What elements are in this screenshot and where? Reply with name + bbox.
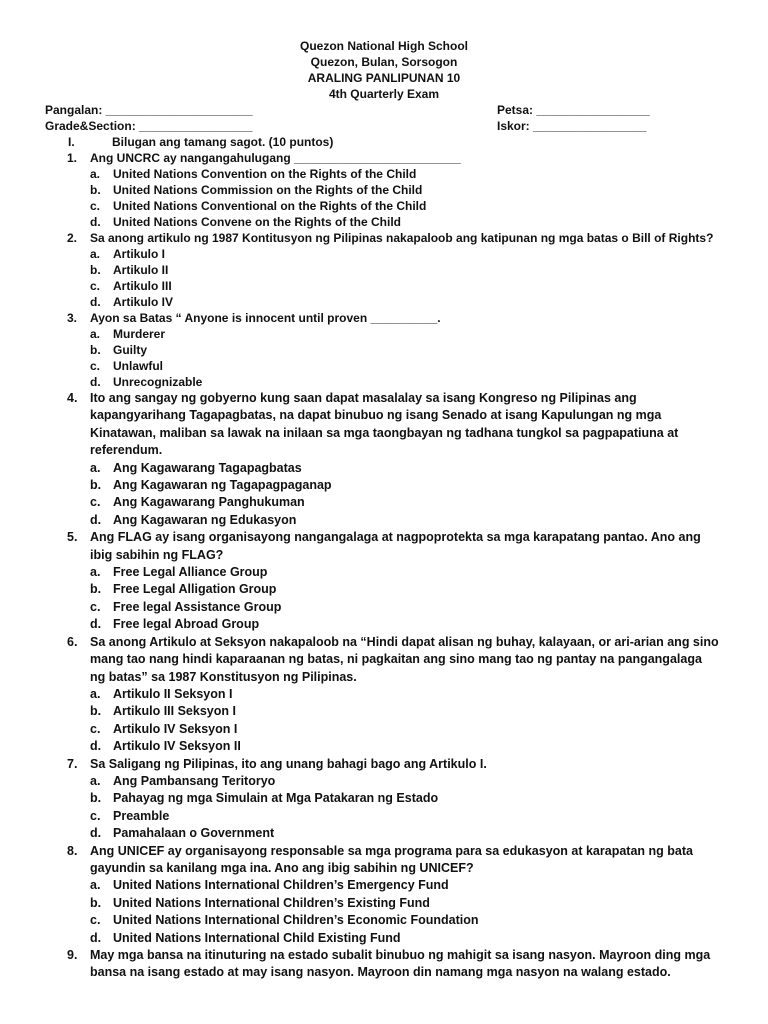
option-letter: a.	[90, 247, 101, 261]
answer-option	[0, 278, 768, 294]
subject-title: ARALING PANLIPUNAN 10	[307, 71, 461, 85]
option-text: Free legal Assistance Group	[113, 599, 282, 614]
answer-option	[0, 773, 768, 790]
question-item	[0, 310, 768, 390]
option-letter: b.	[90, 183, 101, 197]
option-text: United Nations International Children’s Economic Foundation	[113, 913, 479, 928]
option-letter: c.	[90, 721, 101, 736]
option-text: Free legal Abroad Group	[113, 617, 260, 632]
option-text: Artikulo II	[113, 263, 169, 277]
option-letter: b.	[90, 478, 102, 493]
option-letter: d.	[90, 215, 101, 229]
answer-option	[0, 246, 768, 262]
option-letter: c.	[90, 279, 101, 293]
answer-option	[0, 599, 768, 616]
answer-option	[0, 912, 768, 929]
name-field: Pangalan: ______________________	[45, 103, 253, 117]
question-text	[0, 230, 720, 246]
question-text	[0, 947, 720, 982]
answer-option	[0, 512, 768, 529]
exam-header	[0, 38, 768, 102]
answer-option	[0, 738, 768, 755]
question-prompt: Ayon sa Batas “ Anyone is innocent until proven __________.	[90, 311, 441, 325]
question-text	[0, 634, 720, 686]
answer-option	[0, 374, 768, 390]
question-prompt: May mga bansa na itinuturing na estado subalit binubuo ng mahigit sa isang nasyon. Mayroon ding mga bansa na isang estado at may isang nasyon. Mayroon din namang mga nasyon na walang estado.	[90, 948, 711, 980]
answer-option	[0, 477, 768, 494]
option-letter: a.	[90, 460, 101, 475]
question-prompt: Ang UNICEF ay organisayong responsable sa mga programa para sa edukasyon at karapatan ng bata gayundin sa kanilang mga ina. Ano ang ibig sabihin ng UNICEF?	[90, 843, 693, 875]
answer-option	[0, 342, 768, 358]
student-info-right	[497, 102, 650, 134]
answer-option	[0, 790, 768, 807]
section-heading	[68, 135, 333, 149]
answer-option	[0, 460, 768, 477]
question-prompt: Ang FLAG ay isang organisayong nangangalaga at nagpoprotekta sa mga karapatang pantao. Ano ang ibig sabihin ng FLAG?	[90, 530, 701, 562]
question-item	[0, 150, 768, 230]
option-text: Artikulo III	[113, 279, 172, 293]
option-text: United Nations Conventional on the Rights of the Child	[113, 199, 427, 213]
option-letter: a.	[90, 327, 101, 341]
answer-option	[0, 326, 768, 342]
answer-option	[0, 877, 768, 894]
question-number: 9.	[67, 948, 78, 962]
option-text: United Nations International Children’s Emergency Fund	[113, 878, 449, 893]
option-letter: c.	[90, 599, 101, 614]
answer-option	[0, 262, 768, 278]
section-numeral: I.	[68, 135, 75, 149]
option-letter: b.	[90, 582, 102, 597]
option-text: Artikulo IV Seksyon I	[113, 721, 238, 736]
option-letter: b.	[90, 263, 101, 277]
answer-option	[0, 182, 768, 198]
option-letter: a.	[90, 686, 101, 701]
option-text: United Nations Convene on the Rights of the Child	[113, 215, 401, 229]
answer-option	[0, 564, 768, 581]
question-text	[0, 390, 720, 460]
question-item	[0, 529, 768, 633]
option-text: Pamahalaan o Government	[113, 826, 275, 841]
option-text: Murderer	[113, 327, 166, 341]
answer-option	[0, 581, 768, 598]
option-letter: a.	[90, 167, 101, 181]
option-letter: b.	[90, 704, 102, 719]
option-letter: d.	[90, 295, 101, 309]
option-text: Artikulo IV Seksyon II	[113, 739, 241, 754]
question-item	[0, 756, 768, 843]
option-letter: a.	[90, 773, 101, 788]
question-number: 1.	[67, 151, 78, 165]
option-text: Ang Kagawaran ng Tagapagpaganap	[113, 478, 332, 493]
option-text: United Nations Convention on the Rights of the Child	[113, 167, 417, 181]
school-name: Quezon National High School	[300, 39, 468, 53]
question-number: 5.	[67, 530, 78, 545]
option-letter: b.	[90, 895, 102, 910]
score-field: Iskor: _________________	[497, 119, 647, 133]
option-letter: c.	[90, 199, 101, 213]
section-instruction: Bilugan ang tamang sagot. (10 puntos)	[112, 135, 334, 149]
option-text: United Nations Commission on the Rights of the Child	[113, 183, 423, 197]
option-letter: a.	[90, 565, 101, 580]
question-item	[0, 634, 768, 756]
answer-option	[0, 358, 768, 374]
answer-option	[0, 895, 768, 912]
question-text	[0, 529, 720, 564]
answer-option	[0, 616, 768, 633]
question-number: 6.	[67, 634, 78, 649]
answer-option	[0, 494, 768, 511]
grade-section-field: Grade&Section: _________________	[45, 119, 253, 133]
option-letter: a.	[90, 878, 101, 893]
answer-option	[0, 825, 768, 842]
question-text	[0, 843, 720, 878]
option-text: Unrecognizable	[113, 375, 203, 389]
option-text: Free Legal Alliance Group	[113, 565, 268, 580]
option-text: Ang Kagawaran ng Edukasyon	[113, 512, 297, 527]
question-prompt: Ang UNCRC ay nangangahulugang _________________________	[90, 151, 461, 165]
option-letter: d.	[90, 826, 102, 841]
question-number: 4.	[67, 391, 78, 405]
question-block-lower	[0, 390, 768, 982]
answer-option	[0, 214, 768, 230]
option-letter: d.	[90, 739, 102, 754]
answer-option	[0, 686, 768, 703]
answer-option	[0, 198, 768, 214]
exam-title: 4th Quarterly Exam	[328, 87, 440, 101]
option-text: Guilty	[113, 343, 148, 357]
option-text: Artikulo IV	[113, 295, 174, 309]
question-number: 2.	[67, 231, 78, 245]
answer-option	[0, 930, 768, 947]
option-text: Ang Kagawarang Panghukuman	[113, 495, 305, 510]
option-text: Artikulo II Seksyon I	[113, 686, 233, 701]
student-info-left	[45, 102, 253, 134]
option-text: Preamble	[113, 808, 170, 823]
option-letter: d.	[90, 617, 102, 632]
option-text: Free Legal Alligation Group	[113, 582, 277, 597]
option-letter: c.	[90, 913, 101, 928]
option-letter: d.	[90, 512, 102, 527]
option-letter: d.	[90, 930, 102, 945]
question-text	[0, 150, 720, 166]
option-text: Pahayag ng mga Simulain at Mga Patakaran ng Estado	[113, 791, 439, 806]
question-number: 3.	[67, 311, 78, 325]
question-block-upper	[0, 150, 768, 390]
question-item	[0, 230, 768, 310]
school-address: Quezon, Bulan, Sorsogon	[310, 55, 458, 69]
question-number: 8.	[67, 843, 78, 858]
question-number: 7.	[67, 756, 78, 771]
option-letter: d.	[90, 375, 101, 389]
option-text: Ang Kagawarang Tagapagbatas	[113, 460, 302, 475]
question-item	[0, 843, 768, 947]
option-letter: b.	[90, 791, 102, 806]
option-text: United Nations International Children’s Existing Fund	[113, 895, 430, 910]
answer-option	[0, 721, 768, 738]
question-list	[0, 150, 768, 982]
answer-option	[0, 703, 768, 720]
option-letter: c.	[90, 495, 101, 510]
option-letter: c.	[90, 808, 101, 823]
question-prompt: Sa anong Artikulo at Seksyon nakapaloob na “Hindi dapat alisan ng buhay, kalayaan, or ari-arian ang sino mang tao nang hindi kaparaanan ng batas, ni pagkaitan ang sino mang tao ng pantay na pangangalaga ng batas” sa 1987 Konstitusyon ng Pilipinas.	[90, 634, 719, 684]
answer-option	[0, 294, 768, 310]
option-letter: b.	[90, 343, 101, 357]
question-item	[0, 390, 768, 529]
question-text	[0, 756, 720, 773]
option-text: Artikulo I	[113, 247, 166, 261]
option-text: Artikulo III Seksyon I	[113, 704, 236, 719]
option-text: United Nations International Child Existing Fund	[113, 930, 401, 945]
question-prompt: Sa anong artikulo ng 1987 Kontitusyon ng Pilipinas nakapaloob ang katipunan ng mga batas o Bill of Rights?	[90, 231, 714, 245]
question-item	[0, 947, 768, 982]
answer-option	[0, 166, 768, 182]
option-text: Ang Pambansang Teritoryo	[113, 773, 276, 788]
question-prompt: Ito ang sangay ng gobyerno kung saan dapat masalalay sa isang Kongreso ng Pilipinas ang kapangyarihang Tagapagbatas, na dapat binubuo ng isang Senado at isang Kapulungan ng mga Kinatawan, maliban sa lawak na inilaan sa mga taongbayan ng tadhana tungkol sa pagpapatiuna at referendum.	[90, 391, 679, 458]
question-text	[0, 310, 720, 326]
option-text: Unlawful	[113, 359, 163, 373]
date-field: Petsa: _________________	[497, 103, 650, 117]
option-letter: c.	[90, 359, 101, 373]
question-prompt: Sa Saligang ng Pilipinas, ito ang unang bahagi bago ang Artikulo I.	[90, 756, 487, 771]
answer-option	[0, 808, 768, 825]
